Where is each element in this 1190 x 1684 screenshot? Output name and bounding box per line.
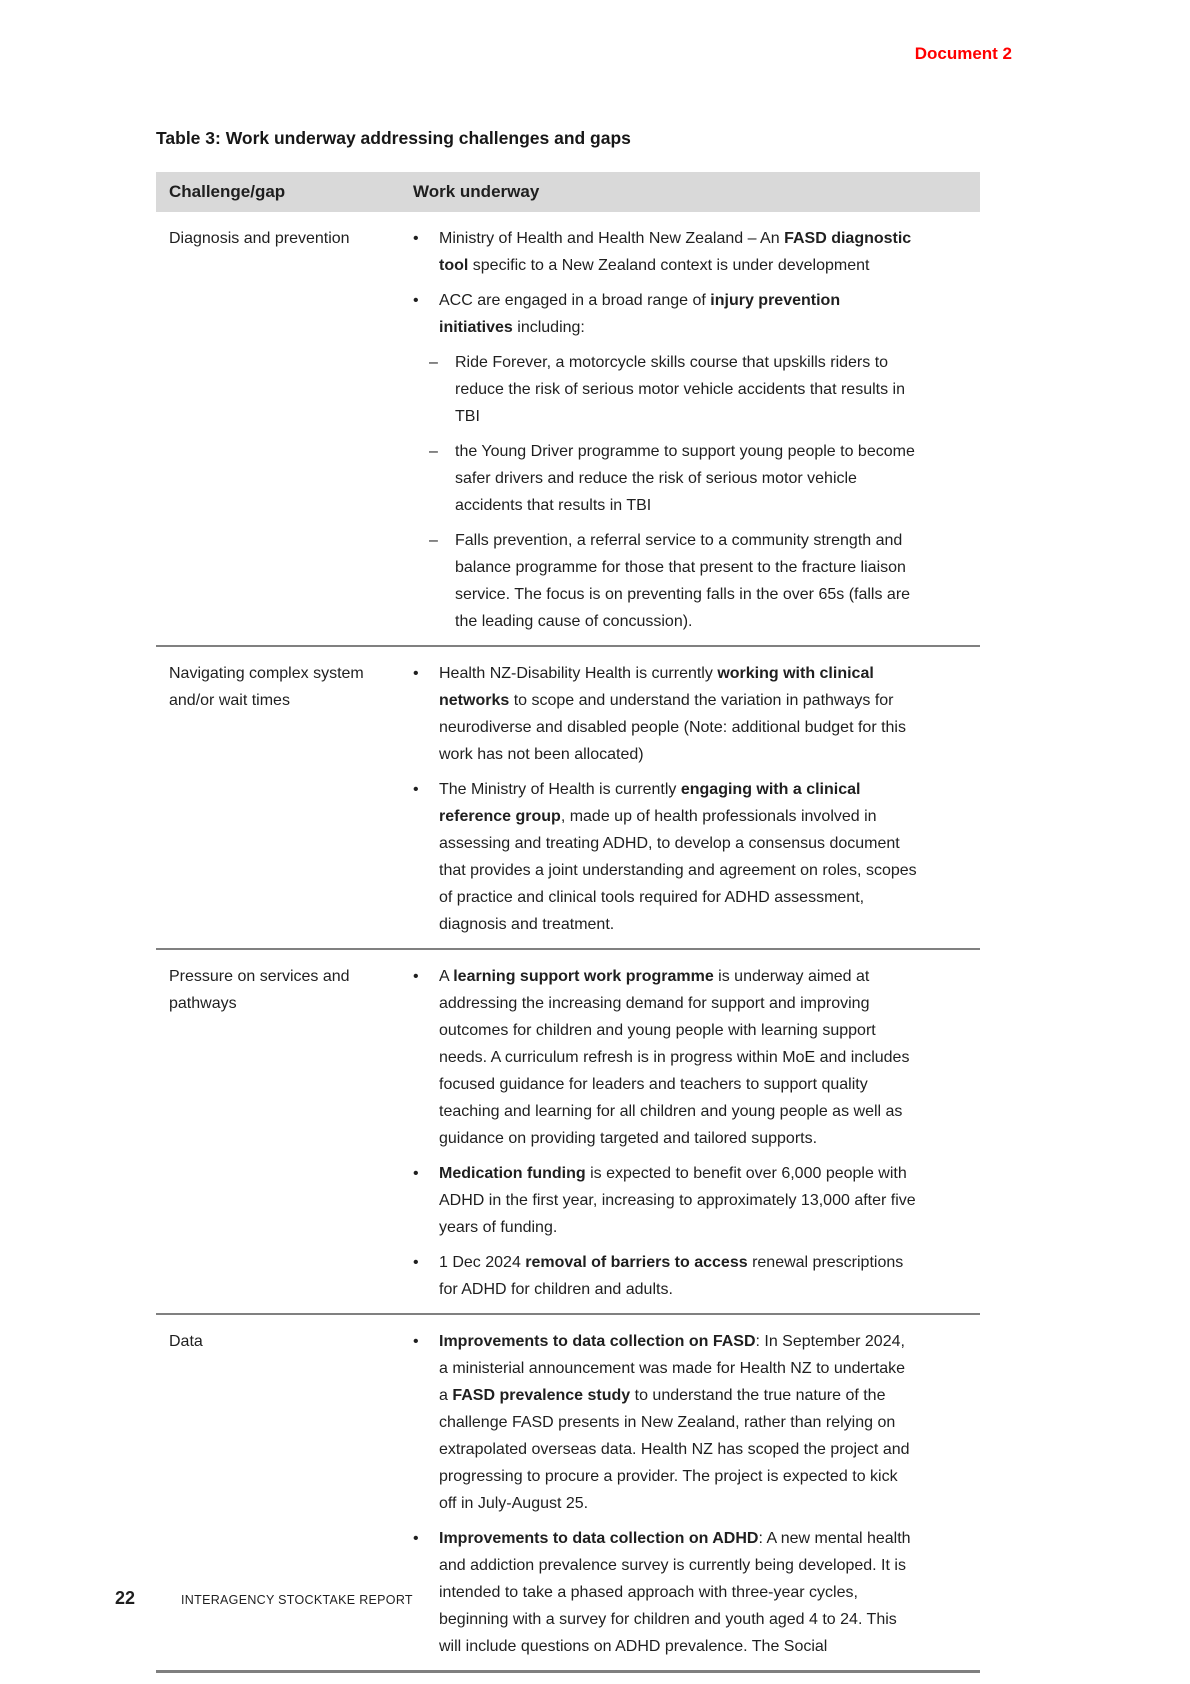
bullet-marker-icon: • <box>413 1165 419 1182</box>
column-header-challenge-gap: Challenge/gap <box>169 182 286 201</box>
text-segment: is underway aimed at addressing the increasing demand for support and improving outcomes for children and young people with learning support needs. A curriculum refresh is in progress within MoE and includes focused guidance for leaders and teachers to support quality teaching and learning for all children and young people as well as guidance on providing targeted and tailored supports. <box>439 968 910 1147</box>
bullet-item <box>413 225 918 279</box>
table-row <box>156 948 980 1313</box>
bullet-marker-icon: • <box>413 1333 419 1350</box>
table-row <box>156 645 980 948</box>
text-segment: Falls prevention, a referral service to a community strength and balance programme for those that present to the fracture liaison service. The focus is on preventing falls in the over 65s (falls are the leading cause of concussion). <box>455 532 911 630</box>
challenge-cell: Diagnosis and prevention <box>169 230 350 247</box>
bullet-item <box>413 963 918 1152</box>
text-segment: Improvements to data collection on FASD <box>439 1333 756 1350</box>
work-item-text <box>439 776 918 938</box>
text-segment: including: <box>512 319 585 336</box>
bullet-item <box>413 1525 918 1660</box>
text-segment: 1 Dec 2024 <box>439 1254 526 1271</box>
challenge-cell: Data <box>169 1333 203 1350</box>
dash-marker-icon: – <box>429 443 438 460</box>
text-segment: specific to a New Zealand context is under development <box>468 257 870 274</box>
work-item-text <box>439 287 918 341</box>
bullet-item <box>413 660 918 768</box>
text-segment: renewal prescriptions for ADHD for children and adults. <box>439 1254 904 1298</box>
work-item-text <box>439 225 918 279</box>
work-item-text <box>439 1249 918 1303</box>
text-segment: Ministry of Health and Health New Zealand – An <box>439 230 785 247</box>
bullet-item <box>413 776 918 938</box>
bullet-marker-icon: • <box>413 781 419 798</box>
work-cell <box>411 958 980 1307</box>
text-segment: Ride Forever, a motorcycle skills course that upskills riders to reduce the risk of serious motor vehicle accidents that results in TBI <box>455 354 905 425</box>
work-cell <box>411 1323 980 1664</box>
work-item-text <box>439 1160 918 1241</box>
sub-bullet-item <box>429 527 918 635</box>
table-body <box>156 212 980 1670</box>
bullet-item <box>413 1328 918 1517</box>
text-segment: Health NZ-Disability Health is currently <box>439 665 718 682</box>
work-item-text <box>439 963 918 1152</box>
text-segment: to understand the true nature of the challenge FASD presents in New Zealand, rather than relying on extrapolated overseas data. Health NZ has scoped the project and progressing to procure a provider. The project is expected to kick off in July-August 25. <box>439 1387 910 1512</box>
work-cell <box>411 655 980 942</box>
text-segment: : A new mental health and addiction prevalence survey is currently being developed. It is intended to take a phased approach with three-year cycles, beginning with a survey for children and youth aged 4 to 24. This will include questions on ADHD prevalence. The Social <box>439 1530 911 1655</box>
table-header-row <box>156 172 980 212</box>
text-segment: is expected to benefit over 6,000 people with ADHD in the first year, increasing to approximately 13,000 after five years of funding. <box>439 1165 916 1236</box>
report-title: INTERAGENCY STOCKTAKE REPORT <box>181 1593 413 1607</box>
page-footer <box>115 1588 413 1609</box>
dash-marker-icon: – <box>429 532 438 549</box>
text-segment: learning support work programme <box>453 968 714 985</box>
work-cell <box>411 220 980 639</box>
dash-marker-icon: – <box>429 354 438 371</box>
text-segment: FASD diagnostic tool <box>439 230 912 274</box>
text-segment: The Ministry of Health is currently <box>439 781 681 798</box>
sub-bullet-item <box>429 438 918 519</box>
bullet-marker-icon: • <box>413 1530 419 1547</box>
bullet-marker-icon: • <box>413 292 419 309</box>
text-segment: Medication funding <box>439 1165 586 1182</box>
work-item-text <box>455 438 918 519</box>
work-item-text <box>455 349 918 430</box>
table-title: Table 3: Work underway addressing challenges and gaps <box>156 128 631 148</box>
text-segment: to scope and understand the variation in pathways for neurodiverse and disabled people (Note: additional budget for this work has not been allocated) <box>439 692 906 763</box>
text-segment: , made up of health professionals involved in assessing and treating ADHD, to develop a consensus document that provides a joint understanding and agreement on roles, scopes of practice and clinical tools required for ADHD assessment, diagnosis and treatment. <box>439 808 917 933</box>
text-segment: A <box>439 968 454 985</box>
bullet-marker-icon: • <box>413 230 419 247</box>
bullet-item <box>413 1249 918 1303</box>
work-item-text <box>439 660 918 768</box>
text-segment: FASD prevalence study <box>452 1387 631 1404</box>
text-segment: removal of barriers to access <box>525 1254 748 1271</box>
page-number: 22 <box>115 1588 136 1608</box>
bullet-marker-icon: • <box>413 968 419 985</box>
text-segment: : In September 2024, a ministerial announcement was made for Health NZ to undertake a <box>439 1333 906 1404</box>
work-item-text <box>455 527 918 635</box>
bullet-item <box>413 1160 918 1241</box>
text-segment: engaging with a clinical reference group <box>439 781 861 825</box>
table-row <box>156 1313 980 1670</box>
sub-bullet-item <box>429 349 918 430</box>
text-segment: ACC are engaged in a broad range of <box>439 292 711 309</box>
challenge-cell: Pressure on services and pathways <box>169 968 350 1012</box>
column-header-work-underway: Work underway <box>413 182 540 201</box>
text-segment: the Young Driver programme to support young people to become safer drivers and reduce the risk of serious motor vehicle accidents that results in TBI <box>455 443 915 514</box>
document-label: Document 2 <box>914 44 1012 63</box>
work-item-text <box>439 1525 918 1660</box>
work-item-text <box>439 1328 918 1517</box>
bullet-marker-icon: • <box>413 1254 419 1271</box>
bullet-item <box>413 287 918 341</box>
text-segment: Improvements to data collection on ADHD <box>439 1530 759 1547</box>
challenge-cell: Navigating complex system and/or wait times <box>169 665 364 709</box>
work-underway-table <box>156 172 980 1673</box>
text-segment: working with clinical networks <box>439 665 874 709</box>
bullet-marker-icon: • <box>413 665 419 682</box>
table-row <box>156 212 980 645</box>
text-segment: injury prevention initiatives <box>439 292 841 336</box>
